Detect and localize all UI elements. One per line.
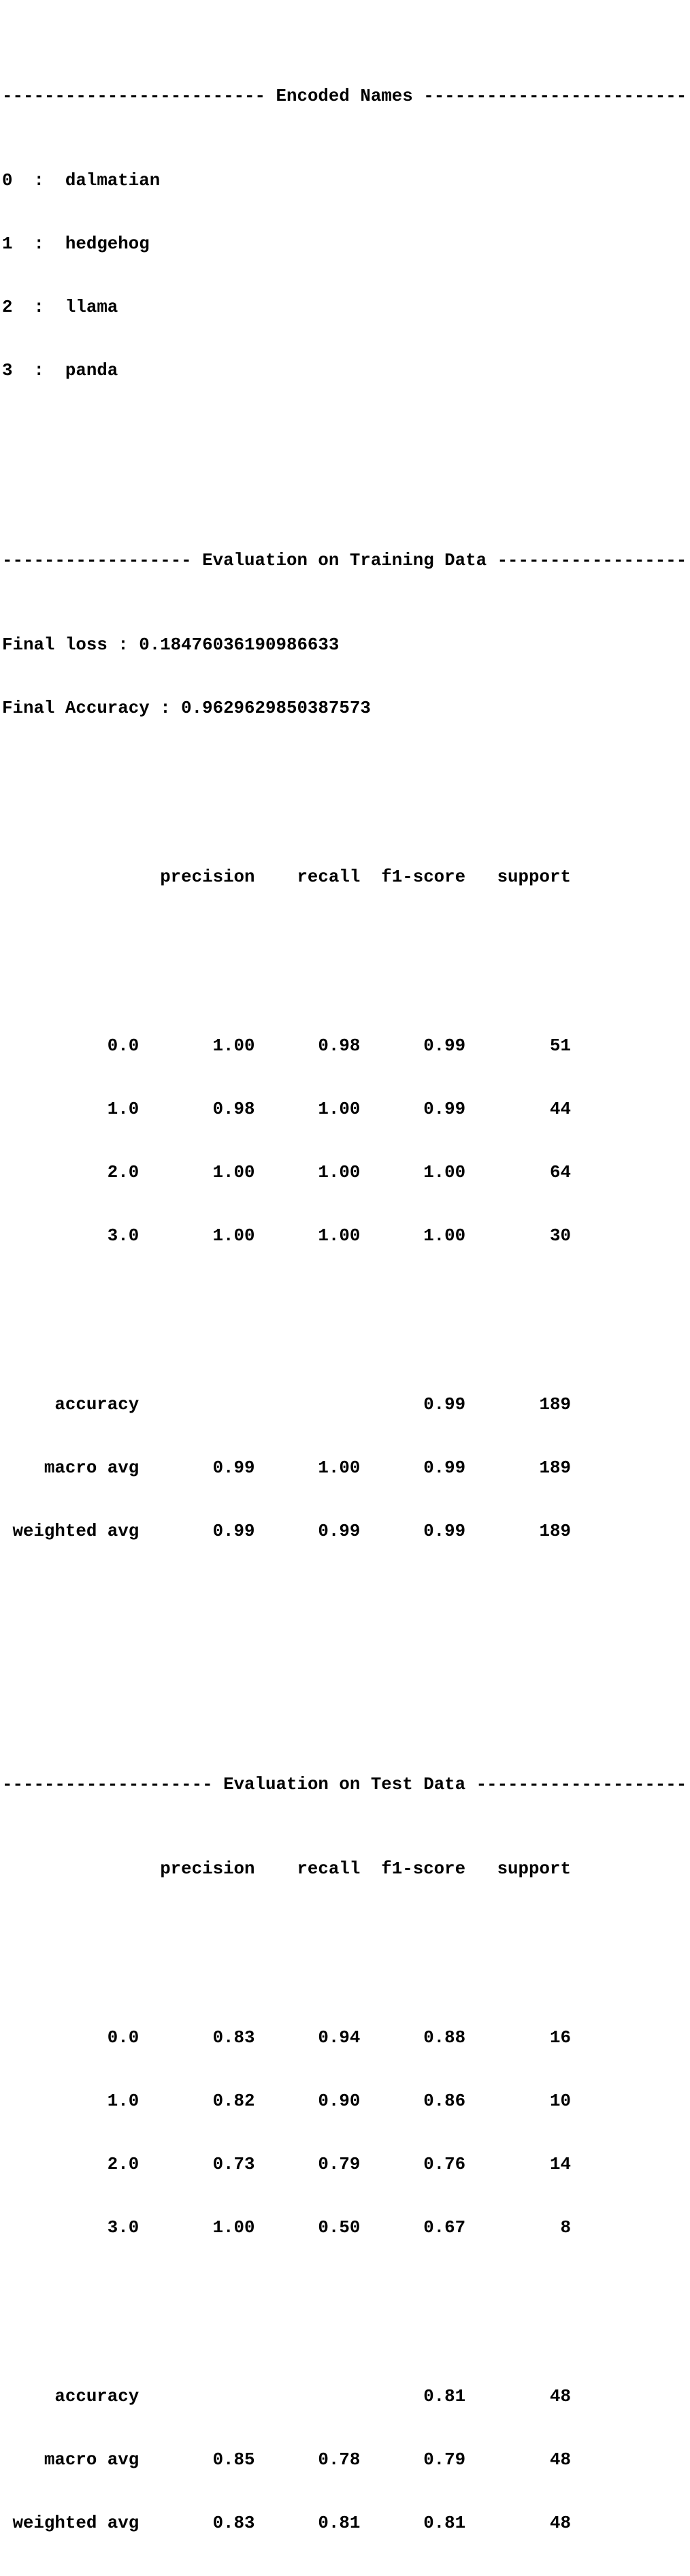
row-label: weighted avg bbox=[12, 2513, 139, 2533]
final-loss-value: 0.18476036190986633 bbox=[139, 635, 340, 655]
training-table-header bbox=[2, 867, 690, 888]
cell-recall: 1.00 bbox=[318, 1099, 361, 1119]
cell-support: 48 bbox=[549, 2387, 571, 2406]
test-table-header bbox=[2, 1858, 690, 1880]
cell-f1-score: 0.81 bbox=[423, 2387, 466, 2406]
final-loss-line bbox=[2, 634, 690, 656]
row-label: 3.0 bbox=[107, 2218, 139, 2238]
table-row bbox=[2, 1162, 690, 1183]
final-accuracy-value: 0.9629629850387573 bbox=[181, 698, 371, 718]
cell-support: 10 bbox=[549, 2091, 571, 2111]
dash-rule-left: ------------------------- bbox=[2, 86, 266, 106]
colon-separator: : bbox=[33, 234, 44, 254]
class-code: 1 bbox=[2, 234, 13, 254]
row-label: macro avg bbox=[44, 1458, 139, 1478]
cell-recall: 0.81 bbox=[318, 2513, 361, 2533]
table-row bbox=[2, 2217, 690, 2238]
col-header-f1-score: f1-score bbox=[381, 1859, 466, 1879]
cell-support: 189 bbox=[539, 1458, 571, 1478]
col-header-support: support bbox=[497, 1859, 571, 1879]
encoded-name-row bbox=[2, 234, 690, 255]
colon-separator: : bbox=[160, 698, 171, 718]
col-header-recall: recall bbox=[297, 867, 361, 887]
cell-support: 14 bbox=[549, 2155, 571, 2174]
table-row bbox=[2, 1035, 690, 1057]
dash-rule-left: ------------------ bbox=[2, 551, 192, 570]
cell-f1-score: 0.99 bbox=[423, 1395, 466, 1415]
cell-precision: 1.00 bbox=[212, 1226, 255, 1246]
col-header-recall: recall bbox=[297, 1859, 361, 1879]
class-name: llama bbox=[65, 297, 118, 317]
cell-recall: 0.99 bbox=[318, 1522, 361, 1541]
table-row bbox=[2, 2091, 690, 2112]
cell-recall: 1.00 bbox=[318, 1226, 361, 1246]
cell-support: 64 bbox=[549, 1163, 571, 1182]
class-name: panda bbox=[65, 361, 118, 381]
cell-precision: 0.99 bbox=[212, 1522, 255, 1541]
class-code: 2 bbox=[2, 297, 13, 317]
class-code: 3 bbox=[2, 361, 13, 381]
table-row bbox=[2, 2154, 690, 2175]
col-header-support: support bbox=[497, 867, 571, 887]
summary-row-macro-avg bbox=[2, 1458, 690, 1479]
col-header-precision: precision bbox=[160, 867, 255, 887]
cell-recall: 0.94 bbox=[318, 2028, 361, 2048]
blank-line bbox=[2, 2302, 690, 2323]
class-name: dalmatian bbox=[65, 171, 161, 191]
cell-support: 48 bbox=[549, 2450, 571, 2470]
summary-row-accuracy bbox=[2, 2386, 690, 2407]
cell-f1-score: 0.81 bbox=[423, 2513, 466, 2533]
cell-precision: 0.83 bbox=[212, 2028, 255, 2048]
row-label: macro avg bbox=[44, 2450, 139, 2470]
cell-support: 8 bbox=[560, 2218, 571, 2238]
class-code: 0 bbox=[2, 171, 13, 191]
row-label: 0.0 bbox=[107, 2028, 139, 2048]
colon-separator: : bbox=[33, 361, 44, 381]
cell-f1-score: 0.99 bbox=[423, 1522, 466, 1541]
row-label: accuracy bbox=[54, 2387, 139, 2406]
dash-rule-left: -------------------- bbox=[2, 1775, 213, 1794]
cell-support: 189 bbox=[539, 1395, 571, 1415]
cell-f1-score: 0.99 bbox=[423, 1458, 466, 1478]
dash-rule-right: -------------------- bbox=[476, 1775, 687, 1794]
cell-recall: 0.90 bbox=[318, 2091, 361, 2111]
row-label: 3.0 bbox=[107, 1226, 139, 1246]
cell-precision: 0.82 bbox=[212, 2091, 255, 2111]
blank-line bbox=[2, 1943, 690, 1964]
cell-f1-score: 1.00 bbox=[423, 1226, 466, 1246]
final-accuracy-line bbox=[2, 698, 690, 719]
blank-line bbox=[2, 445, 690, 466]
cell-precision: 0.85 bbox=[212, 2450, 255, 2470]
cell-f1-score: 0.79 bbox=[423, 2450, 466, 2470]
blank-line bbox=[2, 1605, 690, 1626]
row-label: 2.0 bbox=[107, 2155, 139, 2174]
summary-row-weighted-avg bbox=[2, 1521, 690, 1542]
cell-precision: 0.73 bbox=[212, 2155, 255, 2174]
cell-f1-score: 0.99 bbox=[423, 1036, 466, 1056]
cell-f1-score: 0.86 bbox=[423, 2091, 466, 2111]
col-header-f1-score: f1-score bbox=[381, 867, 466, 887]
cell-f1-score: 0.88 bbox=[423, 2028, 466, 2048]
section-title-training: Evaluation on Training Data bbox=[202, 551, 487, 570]
row-label: 2.0 bbox=[107, 1163, 139, 1182]
encoded-name-row bbox=[2, 360, 690, 381]
section-header-training bbox=[2, 550, 690, 571]
dash-rule-right: ------------------------- bbox=[423, 86, 687, 106]
row-label: 1.0 bbox=[107, 2091, 139, 2111]
row-label: accuracy bbox=[54, 1395, 139, 1415]
summary-row-accuracy bbox=[2, 1394, 690, 1415]
table-row bbox=[2, 1099, 690, 1120]
cell-recall: 1.00 bbox=[318, 1163, 361, 1182]
section-title-test: Evaluation on Test Data bbox=[223, 1775, 466, 1794]
cell-precision: 0.83 bbox=[212, 2513, 255, 2533]
final-accuracy-label: Final Accuracy bbox=[2, 698, 150, 718]
dash-rule-right: ------------------ bbox=[497, 551, 687, 570]
final-loss-label: Final loss bbox=[2, 635, 108, 655]
colon-separator: : bbox=[118, 635, 129, 655]
section-header-test bbox=[2, 1774, 690, 1795]
encoded-name-row bbox=[2, 170, 690, 191]
blank-line bbox=[2, 782, 690, 803]
table-row bbox=[2, 2027, 690, 2048]
cell-precision: 1.00 bbox=[212, 1036, 255, 1056]
cell-f1-score: 0.76 bbox=[423, 2155, 466, 2174]
blank-line bbox=[2, 1669, 690, 1690]
summary-row-macro-avg bbox=[2, 2449, 690, 2470]
cell-f1-score: 1.00 bbox=[423, 1163, 466, 1182]
cell-support: 30 bbox=[549, 1226, 571, 1246]
cell-support: 189 bbox=[539, 1522, 571, 1541]
section-header-encoded-names bbox=[2, 86, 690, 107]
cell-support: 44 bbox=[549, 1099, 571, 1119]
cell-support: 16 bbox=[549, 2028, 571, 2048]
cell-precision: 0.98 bbox=[212, 1099, 255, 1119]
col-header-precision: precision bbox=[160, 1859, 255, 1879]
cell-precision: 1.00 bbox=[212, 2218, 255, 2238]
colon-separator: : bbox=[33, 297, 44, 317]
blank-line bbox=[2, 951, 690, 972]
cell-precision: 1.00 bbox=[212, 1163, 255, 1182]
cell-recall: 0.79 bbox=[318, 2155, 361, 2174]
row-label: weighted avg bbox=[12, 1522, 139, 1541]
summary-row-weighted-avg bbox=[2, 2513, 690, 2534]
encoded-name-row bbox=[2, 297, 690, 318]
section-title-encoded-names: Encoded Names bbox=[276, 86, 413, 106]
colon-separator: : bbox=[33, 171, 44, 191]
cell-f1-score: 0.67 bbox=[423, 2218, 466, 2238]
table-row bbox=[2, 1225, 690, 1246]
cell-f1-score: 0.99 bbox=[423, 1099, 466, 1119]
blank-line bbox=[2, 1310, 690, 1331]
row-label: 1.0 bbox=[107, 1099, 139, 1119]
cell-precision: 0.99 bbox=[212, 1458, 255, 1478]
class-name: hedgehog bbox=[65, 234, 150, 254]
cell-recall: 0.50 bbox=[318, 2218, 361, 2238]
cell-recall: 0.78 bbox=[318, 2450, 361, 2470]
cell-recall: 1.00 bbox=[318, 1458, 361, 1478]
cell-support: 51 bbox=[549, 1036, 571, 1056]
row-label: 0.0 bbox=[107, 1036, 139, 1056]
cell-support: 48 bbox=[549, 2513, 571, 2533]
cell-recall: 0.98 bbox=[318, 1036, 361, 1056]
